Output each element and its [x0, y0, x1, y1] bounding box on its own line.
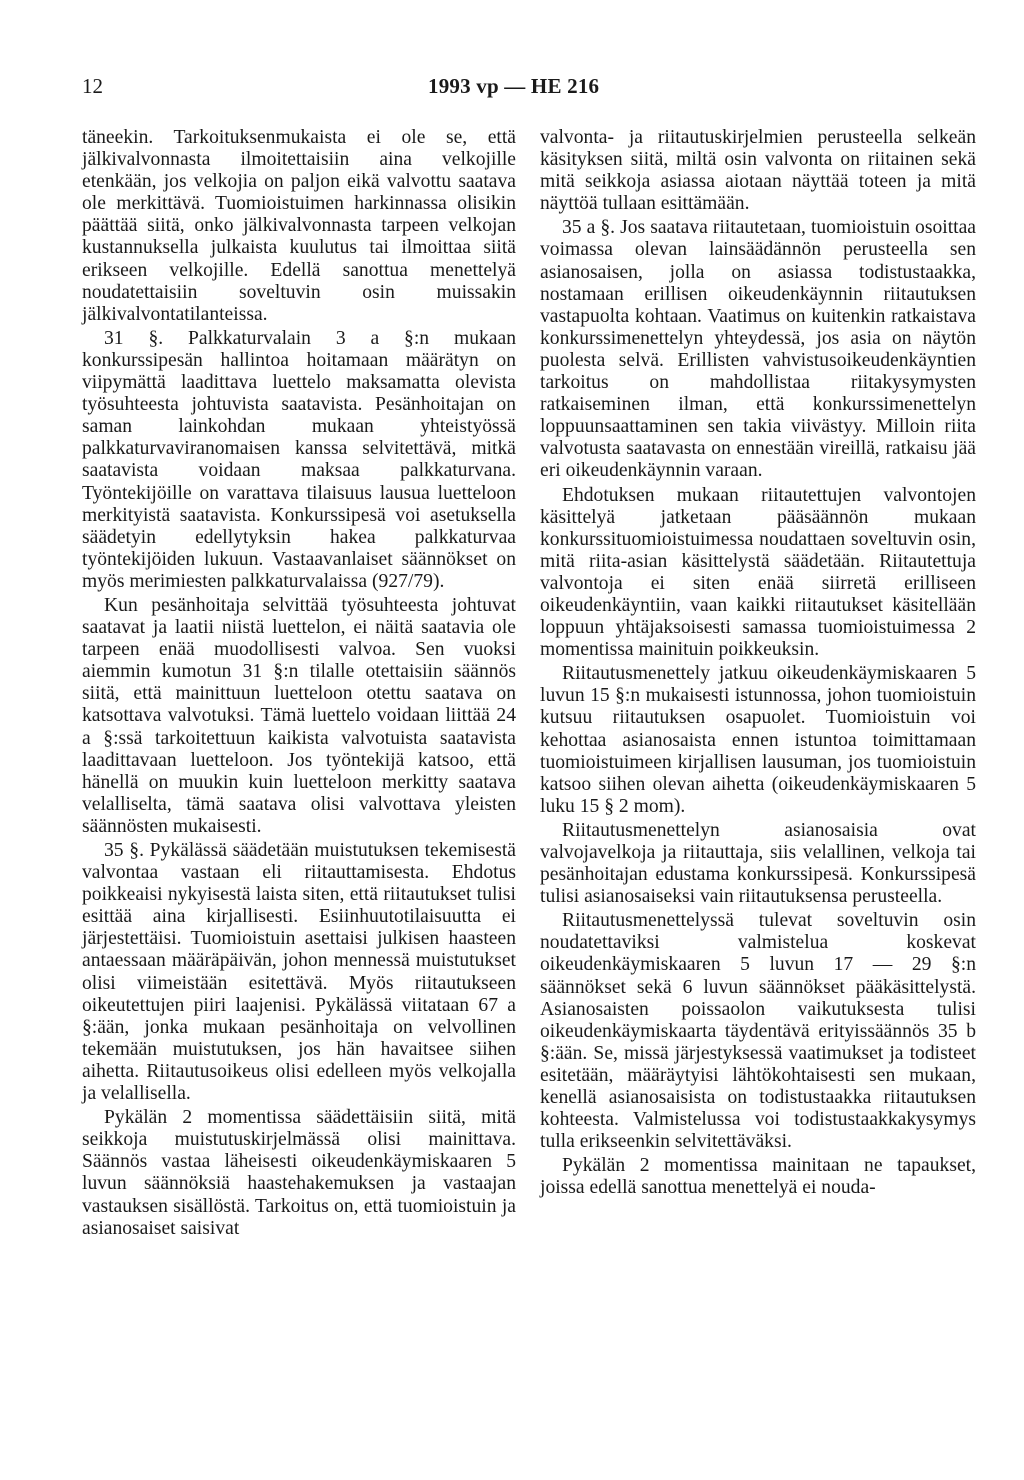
paragraph: 31 §. Palkkaturvalain 3 a §:n mukaan konkurssipesän hallintoa hoitamaan määrätyn on viipymättä laadittava luettelo maksamatta olevista työsuhteesta johtuvista saatavista. Pesänhoitajan on saman lainkohdan mukaan yhteistyössä palkkaturvaviranomaisen kanssa selvitettävä, mitkä saatavista voidaan maksaa palkkaturvana. Työntekijöille on varattava tilaisuus lausua luetteloon merkityistä saatavista. Konkurssipesä voi asetuksella säädetyin edellytyksin hakea palkkaturvaa työntekijöiden lukuun. Vastaavanlaiset säännökset on myös merimiesten palkkaturvalaissa (927/79). — [82, 327, 516, 592]
paragraph: Pykälän 2 momentissa mainitaan ne tapaukset, joissa edellä sanottua menettelyä ei nouda- — [540, 1155, 976, 1199]
right-column — [540, 127, 976, 1202]
page-number: 12 — [82, 74, 103, 98]
running-head: 1993 vp — HE 216 — [428, 74, 600, 98]
left-column — [82, 127, 516, 1242]
paragraph: 35 a §. Jos saatava riitautetaan, tuomioistuin osoittaa voimassa olevan lainsäädännön perusteella sen asianosaisen, jolla on asiassa todistustaakka, nostamaan erillisen oikeudenkäynnin riitautuksen vastapuolta kohtaan. Vaatimus on kuitenkin ratkaistava konkurssimenettelyn yhteydessä, jos asia on näytön puolesta selvä. Erillisten vahvistusoikeudenkäyntien tarkoitus on mahdollistaa riitakysymysten ratkaiseminen ilman, että konkurssimenettelyn loppuunsaattaminen sen takia viivästyy. Milloin riita valvotusta saatavasta on ennestään vireillä, ratkaisu jää eri oikeudenkäynnin varaan. — [540, 217, 976, 482]
paragraph: Kun pesänhoitaja selvittää työsuhteesta johtuvat saatavat ja laatii niistä luettelon, ei näitä saatavia ole tarpeen enää muodollisesti valvoa. Sen vuoksi aiemmin kumotun 31 §:n tilalle otettaisiin säännös siitä, että mainittuun luetteloon otettu saatava on katsottava valvotuksi. Tämä luettelo voidaan liittää 24 a §:ssä tarkoitettuun kaikista valvotuista saatavista laadittavaan luetteloon. Jos työntekijä katsoo, että hänellä on muukin kuin luetteloon merkitty saatava velalliselta, tämä saatava olisi valvottava yleisten säännösten mukaisesti. — [82, 594, 516, 837]
paragraph: Pykälän 2 momentissa säädettäisiin siitä, mitä seikkoja muistutuskirjelmässä olisi mainittava. Säännös vastaa läheisesti oikeudenkäymiskaaren 5 luvun säännöksiä haastehakemuksen ja vastaajan vastauksen sisällöstä. Tarkoitus on, että tuomioistuin ja asianosaiset saisivat — [82, 1107, 516, 1239]
paragraph: Riitautusmenettely jatkuu oikeudenkäymiskaaren 5 luvun 15 §:n mukaisesti istunnossa, johon tuomioistuin kutsuu riitautuksen osapuolet. Tuomioistuin voi kehottaa asianosaista ennen istuntoa toimittamaan tuomioistuimeen kirjallisen lausuman, jos tuomioistuin katsoo siihen olevan aihetta (oikeudenkäymiskaaren 5 luku 15 § 2 mom). — [540, 663, 976, 817]
paragraph: Ehdotuksen mukaan riitautettujen valvontojen käsittelyä jatketaan pääsäännön mukaan konkurssituomioistuimessa noudattaen soveltuvin osin, mitä riita-asian käsittelystä säädetään. Riitautettuja valvontoja ei siten enää siirretä erilliseen oikeudenkäyntiin, vaan kaikki riitautukset käsitellään loppuun yhtäjaksoisesti samassa tuomioistuimessa 2 momentissa mainituin poikkeuksin. — [540, 484, 976, 661]
paragraph: Riitautusmenettelyssä tulevat soveltuvin osin noudatettaviksi valmistelua koskevat oikeudenkäymiskaaren 5 luvun 17 — 29 §:n säännökset sekä 6 luvun säännökset pääkäsittelystä. Asianosaisten poissaolon vaikutuksesta tulisi oikeudenkäymiskaarta täydentävä erityissäännös 35 b §:ään. Se, missä järjestyksessä vaatimukset ja todisteet esitetään, määräytyisi lähtökohtaisesti sen mukaan, kenellä asianosaisista on todistustaakka riitautuksen kohteesta. Valmistelussa voi todistustaakkakysymys tulla erikseenkin selvitettäväksi. — [540, 910, 976, 1153]
paragraph: 35 §. Pykälässä säädetään muistutuksen tekemisestä valvontaa vastaan eli riitauttamisesta. Ehdotus poikkeaisi nykyisestä laista siten, että riitautukset tulisi esittää aina kirjallisesti. Esiinhuutotilaisuutta ei järjestettäisi. Tuomioistuin asettaisi julkisen haasteen antaessaan määräpäivän, johon mennessä muistutukset olisi viimeistään esitettävä. Myös riitautukseen oikeutettujen piiri laajenisi. Pykälässä viitataan 67 a §:ään, jonka mukaan pesänhoitaja on velvollinen tekemään muistutuksen, jos hän havaitsee siihen aihetta. Riitautusoikeus olisi edelleen myös velkojalla ja velallisella. — [82, 840, 516, 1105]
paragraph: Riitautusmenettelyn asianosaisia ovat valvojavelkoja ja riitauttaja, siis velallinen, velkoja tai pesänhoitajan edustama konkurssipesä. Konkurssipesä tulisi asianosaiseksi vain riitautuksensa perusteella. — [540, 819, 976, 908]
paragraph: valvonta- ja riitautuskirjelmien perusteella selkeän käsityksen siitä, miltä osin valvonta on riitainen sekä mitä seikkoja asiassa aiotaan näyttää toteen ja mitä näyttöä tullaan esittämään. — [540, 127, 976, 215]
paragraph: täneekin. Tarkoituksenmukaista ei ole se, että jälkivalvonnasta ilmoitettaisiin aina velkojille etenkään, jos velkojia on paljon eikä valvottu saatava ole merkittävä. Tuomioistuimen harkinnassa olisikin päättää siitä, onko jälkivalvonnasta tarpeen velkojan kustannuksella julkaista kuulutus tai ilmoittaa siitä erikseen velkojille. Edellä sanottua menettelyä noudatettaisiin soveltuvin osin muissakin jälkivalvontatilanteissa. — [82, 127, 516, 325]
page-header — [82, 74, 982, 102]
